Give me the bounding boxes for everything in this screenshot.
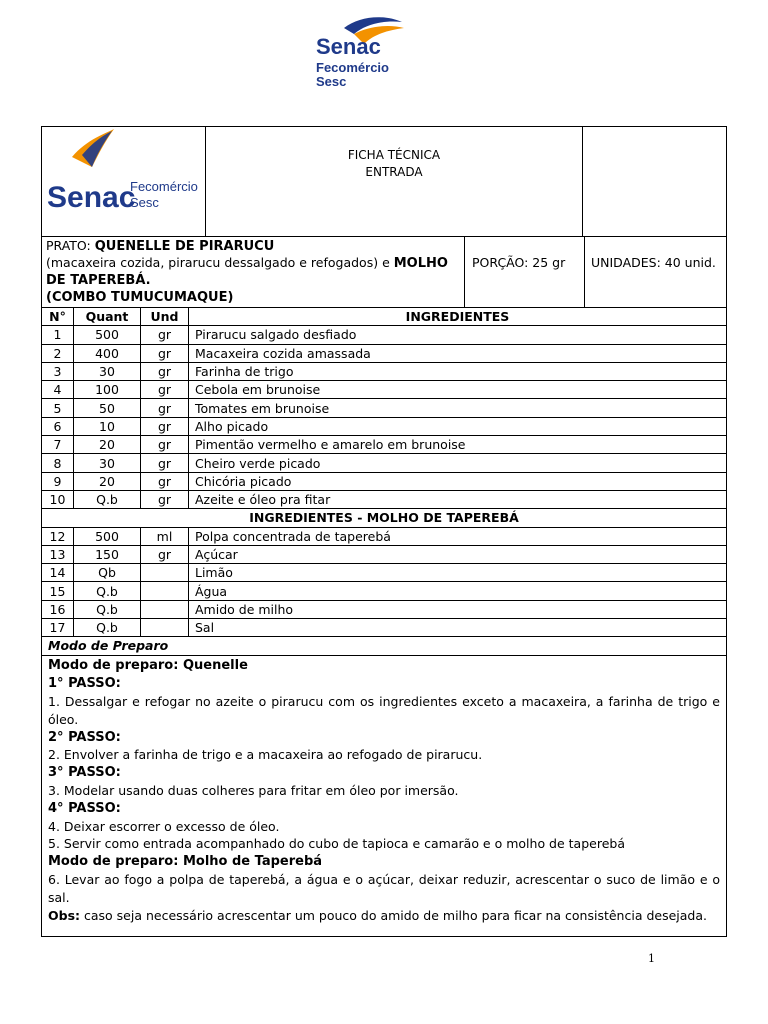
recipe-sheet bbox=[41, 126, 727, 937]
step6-text: 6. Levar ao fogo a polpa de taperebá, a água e o açúcar, deixar reduzir, acrescentar o suco de limão e o sal. bbox=[48, 871, 720, 905]
svg-text:Fecomércio: Fecomércio bbox=[316, 60, 389, 75]
section-row-molho bbox=[42, 509, 726, 527]
table-row bbox=[42, 600, 726, 618]
table-row bbox=[42, 362, 726, 380]
cell-number: 14 bbox=[42, 564, 74, 582]
cell-number: 15 bbox=[42, 582, 74, 600]
table-row bbox=[42, 490, 726, 508]
col-unit: Und bbox=[141, 308, 189, 326]
cell-ingredient: Cheiro verde picado bbox=[189, 454, 727, 472]
ingredients-table bbox=[42, 308, 726, 637]
svg-text:Fecomércio: Fecomércio bbox=[130, 179, 198, 194]
cell-quant: 30 bbox=[74, 454, 141, 472]
prep-heading: Modo de Preparo bbox=[42, 637, 726, 656]
prep-subheading-molho: Modo de preparo: Molho de Taperebá bbox=[48, 854, 323, 870]
sheet-header bbox=[42, 127, 726, 237]
sheet-title-box bbox=[206, 127, 583, 236]
col-ingredients: INGREDIENTES bbox=[189, 308, 727, 326]
table-header-row bbox=[42, 308, 726, 326]
step3-text: 3. Modelar usando duas colheres para fritar em óleo por imersão. bbox=[48, 782, 459, 798]
prep-subheading-quenelle: Modo de preparo: Quenelle bbox=[48, 658, 248, 674]
dish-name-cell bbox=[42, 237, 465, 307]
cell-quant: 30 bbox=[74, 362, 141, 380]
cell-number: 12 bbox=[42, 527, 74, 545]
dish-description: (macaxeira cozida, pirarucu dessalgado e refogados) e bbox=[46, 255, 394, 270]
cell-quant: 20 bbox=[74, 436, 141, 454]
cell-unit: gr bbox=[141, 326, 189, 344]
senac-logo-top bbox=[314, 14, 416, 90]
sheet-subtitle: ENTRADA bbox=[365, 165, 423, 179]
cell-quant: Q.b bbox=[74, 619, 141, 637]
senac-logo-header bbox=[42, 127, 206, 236]
cell-number: 1 bbox=[42, 326, 74, 344]
cell-unit: ml bbox=[141, 527, 189, 545]
table-row bbox=[42, 436, 726, 454]
obs-text: caso seja necessário acrescentar um pouco do amido de milho para ficar na consistência desejada. bbox=[80, 907, 707, 923]
cell-quant: 150 bbox=[74, 545, 141, 563]
cell-unit: gr bbox=[141, 436, 189, 454]
sheet-title: FICHA TÉCNICA bbox=[347, 148, 441, 162]
cell-ingredient: Pimentão vermelho e amarelo em brunoise bbox=[189, 436, 727, 454]
svg-text:Senac: Senac bbox=[47, 181, 136, 214]
cell-quant: Qb bbox=[74, 564, 141, 582]
cell-number: 9 bbox=[42, 472, 74, 490]
cell-ingredient: Água bbox=[189, 582, 727, 600]
cell-unit: gr bbox=[141, 362, 189, 380]
cell-unit: gr bbox=[141, 545, 189, 563]
obs-note bbox=[48, 907, 720, 925]
cell-unit: gr bbox=[141, 472, 189, 490]
table-row bbox=[42, 344, 726, 362]
cell-ingredient: Pirarucu salgado desfiado bbox=[189, 326, 727, 344]
table-row bbox=[42, 326, 726, 344]
cell-quant: 20 bbox=[74, 472, 141, 490]
step4-label: 4° PASSO: bbox=[48, 800, 121, 816]
cell-quant: Q.b bbox=[74, 582, 141, 600]
cell-unit bbox=[141, 564, 189, 582]
cell-unit bbox=[141, 619, 189, 637]
dish-combo: (COMBO TUMUCUMAQUE) bbox=[46, 290, 234, 305]
cell-unit: gr bbox=[141, 454, 189, 472]
cell-ingredient: Sal bbox=[189, 619, 727, 637]
cell-unit: gr bbox=[141, 490, 189, 508]
table-row bbox=[42, 417, 726, 435]
cell-number: 13 bbox=[42, 545, 74, 563]
cell-number: 8 bbox=[42, 454, 74, 472]
portion-cell: PORÇÃO: 25 gr bbox=[465, 237, 585, 307]
cell-quant: 400 bbox=[74, 344, 141, 362]
cell-quant: 100 bbox=[74, 381, 141, 399]
col-number: N° bbox=[42, 308, 74, 326]
cell-ingredient: Tomates em brunoise bbox=[189, 399, 727, 417]
cell-ingredient: Polpa concentrada de taperebá bbox=[189, 527, 727, 545]
section-title-molho: INGREDIENTES - MOLHO DE TAPEREBÁ bbox=[42, 509, 726, 527]
cell-unit: gr bbox=[141, 381, 189, 399]
cell-number: 7 bbox=[42, 436, 74, 454]
cell-number: 10 bbox=[42, 490, 74, 508]
dish-name: QUENELLE DE PIRARUCU bbox=[94, 239, 275, 254]
svg-text:Sesc: Sesc bbox=[130, 195, 159, 210]
cell-number: 5 bbox=[42, 399, 74, 417]
cell-quant: 50 bbox=[74, 399, 141, 417]
cell-ingredient: Farinha de trigo bbox=[189, 362, 727, 380]
cell-number: 16 bbox=[42, 600, 74, 618]
cell-unit: gr bbox=[141, 344, 189, 362]
cell-ingredient: Amido de milho bbox=[189, 600, 727, 618]
step2-label: 2° PASSO: bbox=[48, 729, 121, 745]
cell-quant: 500 bbox=[74, 527, 141, 545]
svg-text:Senac: Senac bbox=[316, 34, 381, 59]
cell-unit bbox=[141, 582, 189, 600]
cell-ingredient: Açúcar bbox=[189, 545, 727, 563]
cell-number: 2 bbox=[42, 344, 74, 362]
dish-info-row bbox=[42, 237, 726, 308]
cell-quant: 10 bbox=[74, 417, 141, 435]
step5-text: 5. Servir como entrada acompanhado do cubo de tapioca e camarão e o molho de taperebá bbox=[48, 836, 625, 852]
table-row bbox=[42, 454, 726, 472]
cell-number: 4 bbox=[42, 381, 74, 399]
cell-unit: gr bbox=[141, 417, 189, 435]
table-row bbox=[42, 381, 726, 399]
cell-ingredient: Macaxeira cozida amassada bbox=[189, 344, 727, 362]
units-cell: UNIDADES: 40 unid. bbox=[591, 255, 716, 270]
cell-number: 3 bbox=[42, 362, 74, 380]
table-row bbox=[42, 399, 726, 417]
cell-unit bbox=[141, 600, 189, 618]
page-number: 1 bbox=[648, 952, 655, 965]
table-row bbox=[42, 619, 726, 637]
table-row bbox=[42, 527, 726, 545]
cell-ingredient: Chicória picado bbox=[189, 472, 727, 490]
table-row bbox=[42, 564, 726, 582]
svg-text:Sesc: Sesc bbox=[316, 74, 347, 89]
cell-number: 6 bbox=[42, 417, 74, 435]
molho-ingredients-body bbox=[42, 527, 726, 637]
cell-quant: Q.b bbox=[74, 600, 141, 618]
cell-unit: gr bbox=[141, 399, 189, 417]
step1-label: 1° PASSO: bbox=[48, 676, 121, 692]
obs-label: Obs: bbox=[48, 907, 81, 923]
step3-label: 3° PASSO: bbox=[48, 765, 121, 781]
cell-number: 17 bbox=[42, 619, 74, 637]
cell-ingredient: Alho picado bbox=[189, 417, 727, 435]
step1-text: 1. Dessalgar e refogar no azeite o pirarucu com os ingredientes exceto a macaxeira, a farinha de trigo e óleo. bbox=[48, 693, 720, 727]
prep-body bbox=[42, 656, 726, 936]
cell-ingredient: Limão bbox=[189, 564, 727, 582]
ingredients-body bbox=[42, 326, 726, 509]
step2-text: 2. Envolver a farinha de trigo e a macaxeira ao refogado de pirarucu. bbox=[48, 747, 483, 763]
table-row bbox=[42, 472, 726, 490]
prato-label: PRATO: bbox=[46, 238, 95, 253]
col-quant: Quant bbox=[74, 308, 141, 326]
cell-ingredient: Azeite e óleo pra fitar bbox=[189, 490, 727, 508]
dish-molho: MOLHO DE TAPEREBÁ. bbox=[46, 256, 448, 288]
cell-ingredient: Cebola em brunoise bbox=[189, 381, 727, 399]
header-empty-cell bbox=[583, 127, 726, 236]
step4-text: 4. Deixar escorrer o excesso de óleo. bbox=[48, 818, 280, 834]
table-row bbox=[42, 545, 726, 563]
cell-quant: Q.b bbox=[74, 490, 141, 508]
cell-quant: 500 bbox=[74, 326, 141, 344]
table-row bbox=[42, 582, 726, 600]
